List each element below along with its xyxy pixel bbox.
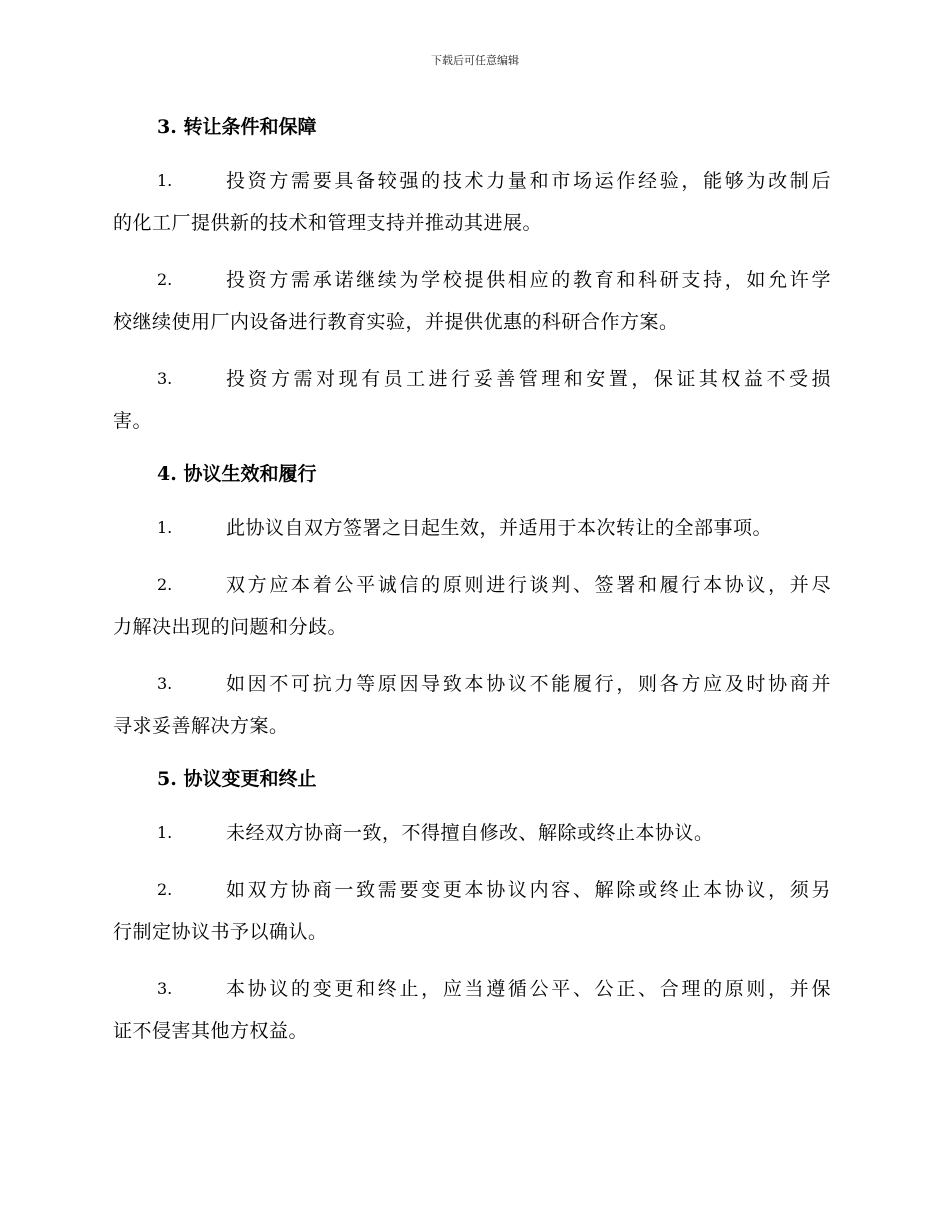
item-text-line: 如双方协商一致需要变更本协议内容、解除或终止本协议，须另 [226, 879, 831, 901]
item-number: 2. [157, 575, 173, 594]
item-text-line: 未经双方协商一致，不得擅自修改、解除或终止本协议。 [226, 822, 714, 844]
item-number: 2. [157, 880, 173, 899]
list-item [113, 259, 831, 343]
item-number: 2. [157, 270, 173, 289]
item-text-line: 校继续使用厂内设备进行教育实验，并提供优惠的科研合作方案。 [113, 311, 679, 333]
item-number: 3. [157, 369, 173, 388]
item-number: 1. [157, 823, 173, 842]
document-body [113, 110, 831, 1067]
list-item [113, 869, 831, 953]
item-text-line: 此协议自双方签署之日起生效，并适用于本次转让的全部事项。 [226, 517, 773, 539]
section-agreement-change [113, 762, 831, 1052]
item-number: 3. [157, 674, 173, 693]
list-item [113, 507, 831, 549]
item-text-line: 害。 [113, 410, 153, 432]
item-text-line: 证不侵害其他方权益。 [113, 1020, 309, 1042]
section-heading: 4. 协议生效和履行 [157, 463, 317, 485]
item-text-line: 投资方需要具备较强的技术力量和市场运作经验，能够为改制后 [226, 170, 831, 192]
section-heading: 5. 协议变更和终止 [157, 768, 317, 790]
list-item [113, 968, 831, 1052]
page-header: 下载后可任意编辑 [431, 54, 519, 67]
item-text-line: 投资方需承诺继续为学校提供相应的教育和科研支持，如允许学 [226, 269, 831, 291]
section-heading: 3. 转让条件和保障 [157, 116, 317, 138]
item-text-line: 本协议的变更和终止，应当遵循公平、公正、合理的原则，并保 [226, 978, 831, 1000]
item-text-line: 如因不可抗力等原因导致本协议不能履行，则各方应及时协商并 [226, 673, 831, 695]
item-number: 1. [157, 518, 173, 537]
item-number: 3. [157, 979, 173, 998]
list-item [113, 663, 831, 747]
list-item [113, 358, 831, 442]
item-text-line: 力解决出现的问题和分歧。 [113, 616, 348, 638]
item-text-line: 行制定协议书予以确认。 [113, 921, 328, 943]
item-number: 1. [157, 171, 173, 190]
section-agreement-effect [113, 457, 831, 747]
item-text-line: 投资方需对现有员工进行妥善管理和安置，保证其权益不受损 [226, 368, 831, 390]
item-text-line: 双方应本着公平诚信的原则进行谈判、签署和履行本协议，并尽 [226, 574, 831, 596]
section-transfer-conditions [113, 110, 831, 442]
list-item [113, 160, 831, 244]
item-text-line: 的化工厂提供新的技术和管理支持并推动其进展。 [113, 212, 543, 234]
list-item [113, 564, 831, 648]
item-text-line: 寻求妥善解决方案。 [113, 715, 289, 737]
list-item [113, 812, 831, 854]
